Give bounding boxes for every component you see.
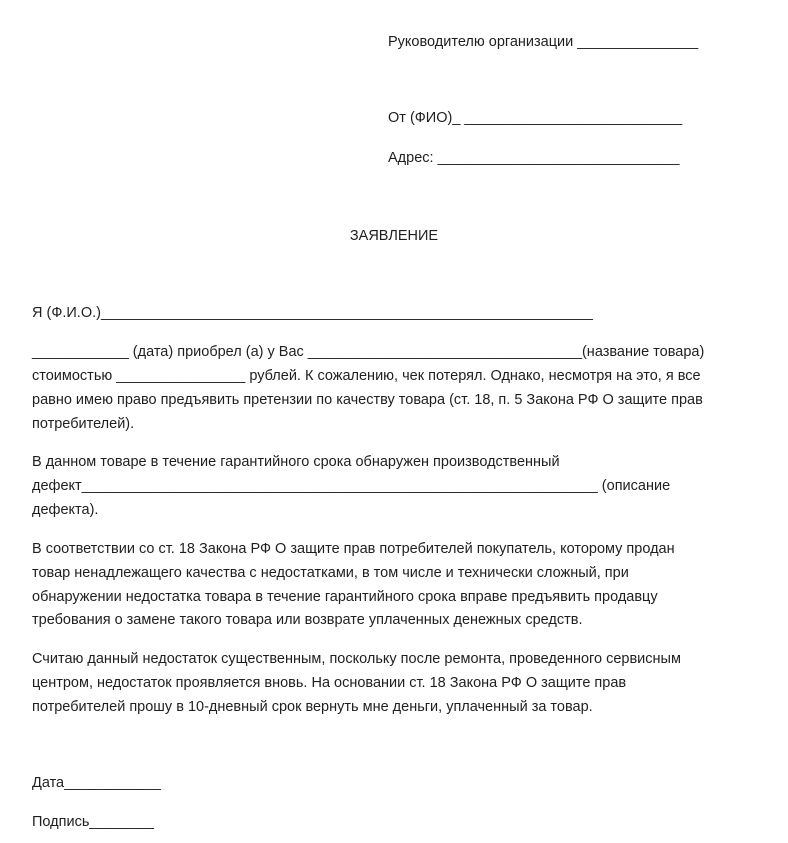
paragraph-line: В данном товаре в течение гарантийного срока обнаружен производственный <box>32 454 560 470</box>
paragraph-line: стоимостью ________________ рублей. К сожалению, чек потерял. Однако, несмотря на это, я все <box>32 368 701 384</box>
paragraph-line: ____________ (дата) приобрел (а) у Вас __________________________________(название товара) <box>32 344 705 360</box>
paragraph-line: Считаю данный недостаток существенным, поскольку после ремонта, проведенного сервисным <box>32 651 681 667</box>
signature-field-line: Подпись________ <box>32 814 154 830</box>
paragraph-line: требования о замене такого товара или возврате уплаченных денежных средств. <box>32 612 583 628</box>
paragraph-line: товар ненадлежащего качества с недостатками, в том числе и технически сложный, при <box>32 565 629 581</box>
applicant-line: Я (Ф.И.О.)_____________________________________________________________ <box>32 305 593 321</box>
paragraph-line: В соответствии со ст. 18 Закона РФ О защите прав потребителей покупатель, которому продан <box>32 541 675 557</box>
recipient-line: Руководителю организации _______________ <box>388 34 699 50</box>
address-line: Адрес: ______________________________ <box>388 150 680 166</box>
date-field-line: Дата____________ <box>32 775 161 791</box>
paragraph-line: потребителей). <box>32 416 135 432</box>
paragraph-line: центром, недостаток проявляется вновь. На основании ст. 18 Закона РФ О защите прав <box>32 675 627 691</box>
paragraph-line: равно имею право предъявить претензии по качеству товара (ст. 18, п. 5 Закона РФ О защите прав <box>32 392 703 408</box>
paragraph-line: обнаружении недостатка товара в течение гарантийного срока вправе предъявить продавцу <box>32 589 658 605</box>
paragraph-line: потребителей прошу в 10-дневный срок вернуть мне деньги, уплаченный за товар. <box>32 699 593 715</box>
from-line: От (ФИО)_ ___________________________ <box>388 110 683 126</box>
document-title: ЗАЯВЛЕНИЕ <box>349 228 439 244</box>
paragraph-line: дефекта). <box>32 502 99 518</box>
paragraph-line: дефект________________________________________________________________ (описание <box>32 478 671 494</box>
